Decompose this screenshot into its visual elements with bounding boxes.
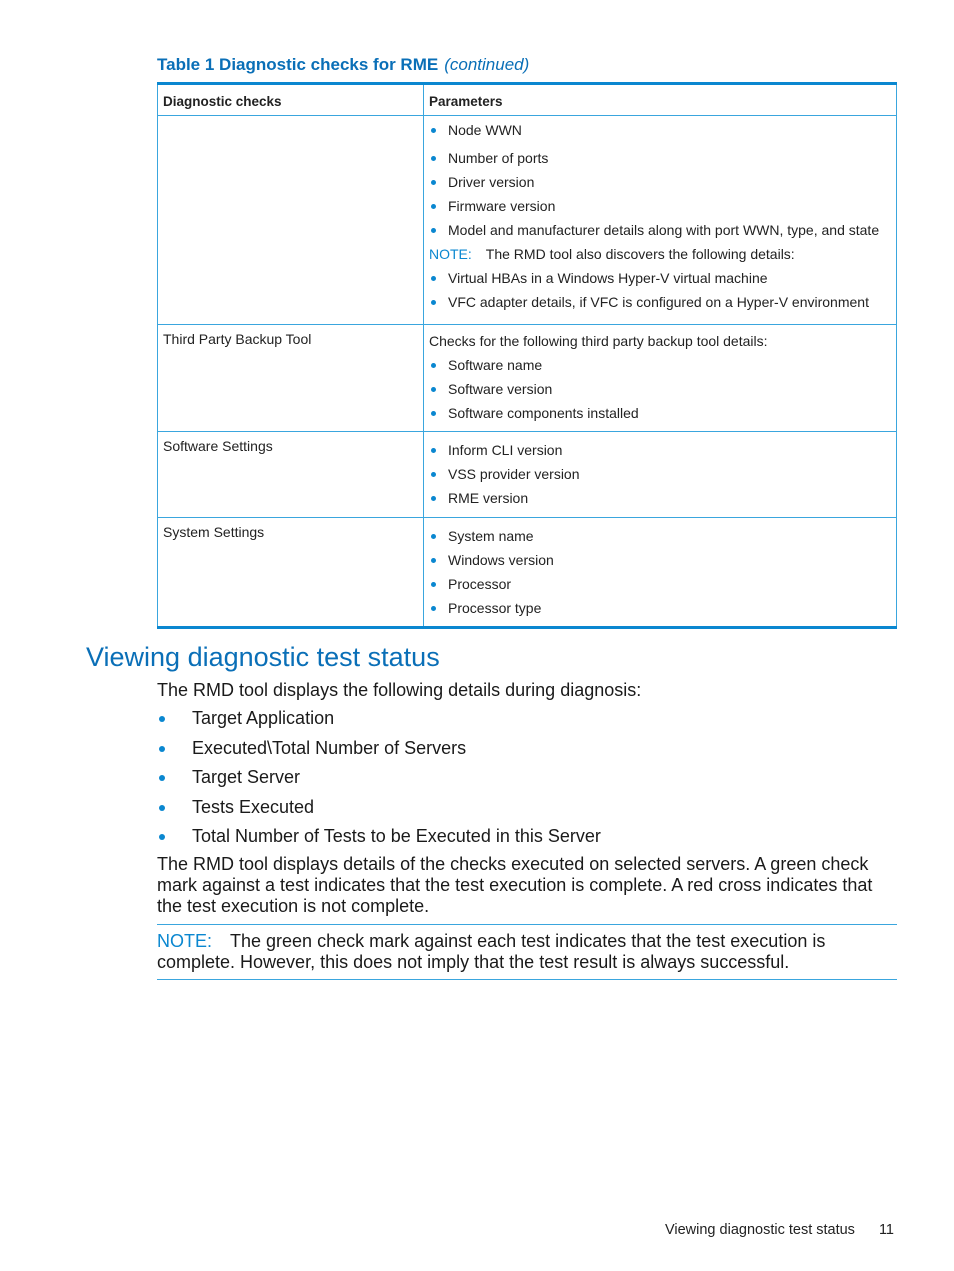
- parameter-list: [429, 268, 891, 312]
- list-item: Number of ports: [429, 148, 891, 168]
- table-cell-parameters: [424, 116, 897, 325]
- column-header-checks: Diagnostic checks: [158, 84, 424, 116]
- table-row: [158, 432, 897, 518]
- footer-title: Viewing diagnostic test status: [664, 1222, 855, 1238]
- section-heading: Viewing diagnostic test status: [86, 642, 440, 672]
- table-cell-parameters: [424, 325, 897, 432]
- list-item: Software components installed: [429, 403, 891, 423]
- parameter-list: [429, 440, 891, 508]
- section-intro: The RMD tool displays the following details during diagnosis:: [157, 680, 642, 700]
- list-item: Total Number of Tests to be Executed in this Server: [157, 826, 897, 854]
- list-item: Inform CLI version: [429, 440, 891, 460]
- list-item: Virtual HBAs in a Windows Hyper-V virtual machine: [429, 268, 891, 288]
- page-number: 11: [878, 1222, 894, 1238]
- table-caption-title: Table 1 Diagnostic checks for RME: [157, 55, 439, 74]
- list-item: Software version: [429, 379, 891, 399]
- list-item: Target Server: [157, 767, 897, 797]
- table-cell-check: System Settings: [158, 518, 424, 628]
- table-cell-check: Third Party Backup Tool: [158, 325, 424, 432]
- note-label: NOTE:: [157, 931, 213, 951]
- table-header-row: [158, 84, 897, 116]
- list-item: VFC adapter details, if VFC is configured on a Hyper-V environment: [429, 292, 891, 312]
- table-note: [429, 244, 891, 264]
- section-detail-paragraph: The RMD tool displays details of the checks executed on selected servers. A green check mark against a test indicates that the test execution is complete. A red cross indicates that the test execution is not complete.: [157, 854, 873, 916]
- note-box: [157, 924, 897, 980]
- table-cell-parameters: [424, 432, 897, 518]
- table-cell-parameters: [424, 518, 897, 628]
- note-text: The RMD tool also discovers the following details:: [485, 246, 795, 262]
- table-row: [158, 116, 897, 325]
- list-item: Driver version: [429, 172, 891, 192]
- list-item: Model and manufacturer details along with port WWN, type, and state: [429, 220, 891, 240]
- parameter-list: [429, 120, 891, 240]
- table-row: [158, 325, 897, 432]
- table-caption: [157, 55, 529, 75]
- table-cell-check: [158, 116, 424, 325]
- list-item: Processor type: [429, 598, 891, 618]
- list-item: Executed\Total Number of Servers: [157, 738, 897, 768]
- table-cell-check: Software Settings: [158, 432, 424, 518]
- list-item: RME version: [429, 488, 891, 508]
- row-intro: Checks for the following third party backup tool details:: [429, 333, 768, 349]
- page-footer: [665, 1222, 894, 1238]
- diagnostic-checks-table: [157, 82, 897, 629]
- list-item: Target Application: [157, 708, 897, 738]
- list-item: Windows version: [429, 550, 891, 570]
- column-header-parameters: Parameters: [424, 84, 897, 116]
- table-row: [158, 518, 897, 628]
- list-item: Software name: [429, 355, 891, 375]
- note-text: The green check mark against each test indicates that the test execution is complete. However, this does not imply that the test result is always successful.: [157, 931, 826, 972]
- list-item: Firmware version: [429, 196, 891, 216]
- list-item: Processor: [429, 574, 891, 594]
- list-item: Tests Executed: [157, 797, 897, 827]
- list-item: System name: [429, 526, 891, 546]
- section-body: [157, 680, 897, 980]
- table-caption-continued: (continued): [444, 55, 530, 74]
- list-item: VSS provider version: [429, 464, 891, 484]
- parameter-list: [429, 355, 891, 423]
- details-list: [157, 708, 897, 854]
- parameter-list: [429, 526, 891, 618]
- note-label: NOTE:: [429, 246, 472, 262]
- list-item: Node WWN: [429, 120, 891, 140]
